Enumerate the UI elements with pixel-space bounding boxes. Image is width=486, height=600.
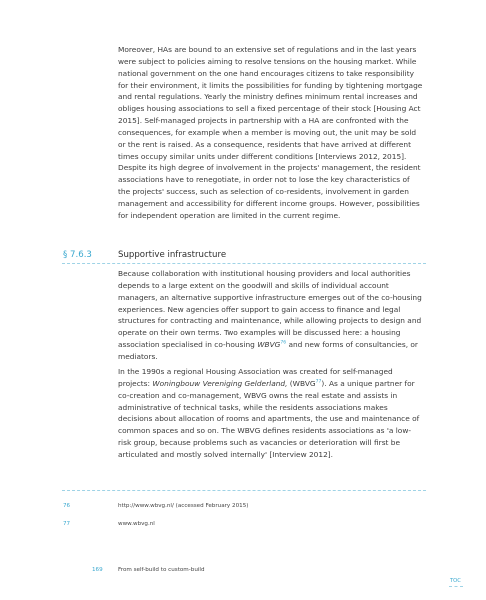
footnote-divider [62,490,426,491]
italic-term: WBVG [257,340,281,350]
section-number: § 7.6.3 [63,250,92,260]
paragraph-text: ). As a unique partner for co-creation and co-management, WBVG owns the real estate and assists in administrative of technical tasks, while the residents associations makes decisions about allocation of rooms and apartments, the use and maintenance of common spaces and so on. The WBVG defines residents associations as 'a low-risk group, because problems such as vacancies or deterioration will first be articulated and mostly solved internally' [Interview 2012]. [118,378,420,459]
body-paragraph: Moreover, HAs are bound to an extensive set of regulations and in the last years were subject to policies aiming to resolve tensions on the housing market. While national government on the one hand encourages citizens to take responsibility for their environment, it limits the possibilities for funding by tightening mortgage and rental regulations. Yearly the ministry defines minimum rental increases and obliges housing associations to sell a fixed percentage of their stock [Housing Act 2015]. Self-managed projects in partnership with a HA are confronted with the consequences, for example when a member is moving out, the unit may be sold or the rent is raised. As a consequence, residents that have arrived at different times occupy similar units under different conditions [Interviews 2012, 2015]. Despite its high degree of involvement in the projects' management, the resident associations have to renegotiate, in order not to lose the key characteristics of the projects' success, such as selection of co-residents, involvement in garden management and accessibility for different income groups. However, possibilities for independent operation are limited in the current regime. [118,45,423,220]
toc-underline [449,586,463,587]
footnote-ref-77[interactable]: 77 [315,379,322,385]
section-title: Supportive infrastructure [118,250,227,260]
body-paragraph [118,366,424,461]
paragraph-text: In the 1990s a regional Housing Association was created for self-managed projects: [118,367,393,388]
body-paragraph [118,268,424,363]
footnote-number: 76 [63,503,71,509]
paragraph-text: Because collaboration with institutional housing providers and local authorities depends to a large extent on the goodwill and skills of individual account managers, an alternative supportive infrastructure emerges out of the co-housing experiences. New agencies offer support to gain access to finance and legal structures for contracting and maintenance, while allowing projects to design and operate on their own terms. Two examples will be discussed here: a housing association specialised in co-housing [118,269,422,350]
footnote-ref-76[interactable]: 76 [280,340,287,346]
paragraph-text: (WBVG [287,378,316,388]
paragraph-text: and new forms of consultancies, or mediators. [118,340,418,361]
section-divider [62,263,426,264]
toc-link[interactable]: TOC [450,578,461,584]
footnote-link[interactable]: http://www.wbvg.nl/ (accessed February 2015) [118,503,249,509]
page-number: 169 [92,567,103,573]
italic-term: Woningbouw Vereniging Gelderland, [152,378,288,388]
footnote-number: 77 [63,521,71,527]
running-title: From self-build to custom-build [118,567,205,573]
footnote-link[interactable]: www.wbvg.nl [118,521,155,527]
